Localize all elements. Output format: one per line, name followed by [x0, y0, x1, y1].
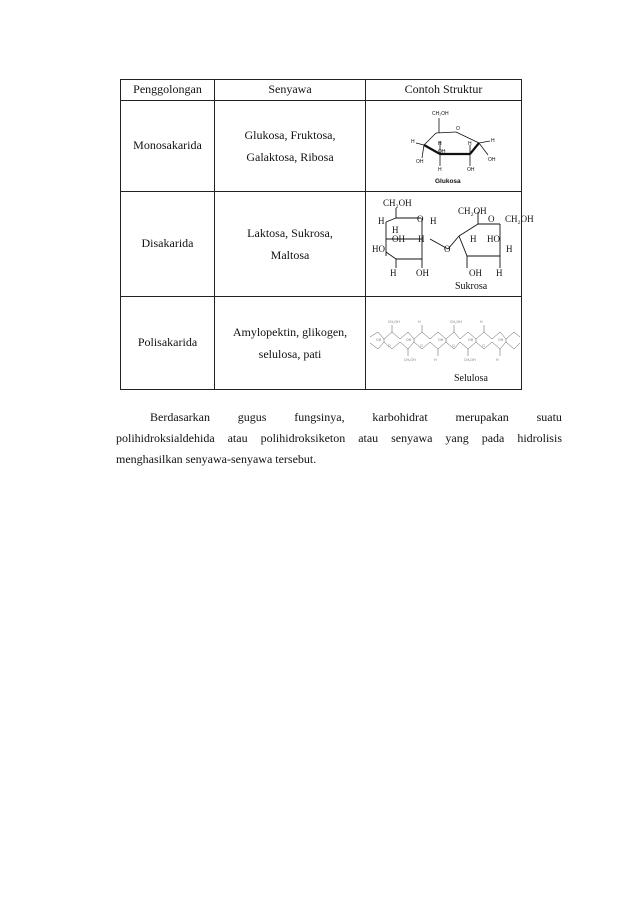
- svg-text:O: O: [420, 343, 423, 348]
- label-ho: HO: [372, 244, 385, 255]
- word: atau: [227, 431, 248, 445]
- word: pada: [481, 431, 505, 445]
- label-ho: HO: [487, 234, 500, 245]
- carbohydrate-table: [120, 79, 534, 390]
- label-oh: OH: [392, 234, 405, 245]
- label-oh: OH: [416, 158, 424, 165]
- compounds-line: selulosa, pati: [258, 346, 322, 361]
- svg-text:OH: OH: [438, 337, 444, 342]
- word: polihidroksiketon: [260, 431, 346, 445]
- compounds-cell: [215, 191, 366, 296]
- compounds-line: Glukosa, Fruktosa,: [244, 127, 336, 142]
- glucose-structure: [366, 103, 522, 189]
- label-o: O: [444, 244, 451, 255]
- svg-text:OH: OH: [376, 337, 382, 342]
- label-ch2oh: CH₂OH: [505, 214, 534, 225]
- structure-caption: Selulosa: [454, 372, 488, 384]
- label-h: H: [470, 234, 477, 245]
- word: fungsinya,: [294, 410, 345, 424]
- label-ch2oh: CH₂OH: [383, 198, 412, 209]
- header-contoh-struktur: Contoh Struktur: [366, 80, 522, 101]
- label-h: H: [418, 234, 425, 245]
- word: gugus: [237, 410, 267, 424]
- word: hidrolisis: [517, 431, 562, 445]
- word: senyawa: [391, 431, 433, 445]
- label-ch2oh: CH₂OH: [458, 206, 487, 217]
- label-ch2oh: CH₂OH: [432, 110, 449, 117]
- label-h: H: [411, 138, 415, 145]
- label-o: O: [488, 214, 495, 225]
- structure-caption: Glukosa: [435, 177, 461, 185]
- label-oh: OH: [416, 268, 429, 279]
- label-h: H: [438, 140, 442, 147]
- paragraph-line: [116, 428, 562, 449]
- label-oh: OH: [469, 268, 482, 279]
- label-h: H: [506, 244, 513, 255]
- word: Berdasarkan: [150, 410, 210, 424]
- label-h: H: [468, 140, 472, 147]
- word: yang: [445, 431, 469, 445]
- body-paragraph: [116, 407, 562, 470]
- label-h: H: [491, 137, 495, 144]
- svg-text:O: O: [388, 343, 391, 348]
- compounds-line: Galaktosa, Ribosa: [246, 149, 334, 164]
- table-row: [121, 100, 522, 191]
- compounds-line: Maltosa: [270, 247, 310, 262]
- svg-text:H: H: [418, 319, 421, 324]
- svg-text:O: O: [452, 343, 455, 348]
- group-cell: Disakarida: [121, 191, 215, 296]
- structure-caption: Sukrosa: [455, 281, 488, 293]
- compounds-cell: [215, 296, 366, 389]
- word: atau: [358, 431, 379, 445]
- label-h: H: [390, 268, 397, 279]
- group-cell: Polisakarida: [121, 296, 215, 389]
- paragraph-line: menghasilkan senyawa-senyawa tersebut.: [116, 452, 317, 466]
- table-row: [121, 191, 522, 296]
- table-row: [121, 296, 522, 389]
- cellulose-structure: [366, 299, 522, 387]
- label-h: H: [378, 216, 385, 227]
- compounds-cell: [215, 100, 366, 191]
- svg-text:CH₂OH: CH₂OH: [388, 319, 400, 324]
- word: suatu: [536, 410, 562, 424]
- label-h: H: [438, 166, 442, 173]
- structure-cell: [366, 100, 522, 191]
- svg-text:CH₂OH: CH₂OH: [464, 357, 476, 362]
- svg-text:OH: OH: [468, 337, 474, 342]
- word: karbohidrat: [372, 410, 428, 424]
- label-oh: OH: [438, 148, 446, 155]
- structure-cell: [366, 191, 534, 296]
- structure-cell: [366, 296, 522, 389]
- label-h: H: [430, 216, 437, 227]
- svg-text:OH: OH: [406, 337, 412, 342]
- label-oh: OH: [467, 166, 475, 173]
- label-h: H: [392, 225, 399, 236]
- svg-text:CH₂OH: CH₂OH: [404, 357, 416, 362]
- sucrose-structure: [366, 194, 534, 293]
- svg-text:CH₂OH: CH₂OH: [450, 319, 462, 324]
- header-penggolongan: Penggolongan: [121, 80, 215, 101]
- compounds-line: Laktosa, Sukrosa,: [247, 225, 333, 240]
- svg-text:O: O: [482, 343, 485, 348]
- label-o: O: [456, 125, 460, 132]
- svg-text:OH: OH: [498, 337, 504, 342]
- paragraph-line: [116, 407, 562, 428]
- label-h: H: [496, 268, 503, 279]
- header-senyawa: Senyawa: [215, 80, 366, 101]
- svg-text:H: H: [434, 357, 437, 362]
- svg-text:H: H: [496, 357, 499, 362]
- word: merupakan: [455, 410, 509, 424]
- label-o: O: [417, 214, 424, 225]
- compounds-line: Amylopektin, glikogen,: [232, 324, 348, 339]
- label-oh: OH: [488, 156, 496, 163]
- word: polihidroksialdehida: [116, 431, 215, 445]
- svg-text:H: H: [480, 319, 483, 324]
- group-cell: Monosakarida: [121, 100, 215, 191]
